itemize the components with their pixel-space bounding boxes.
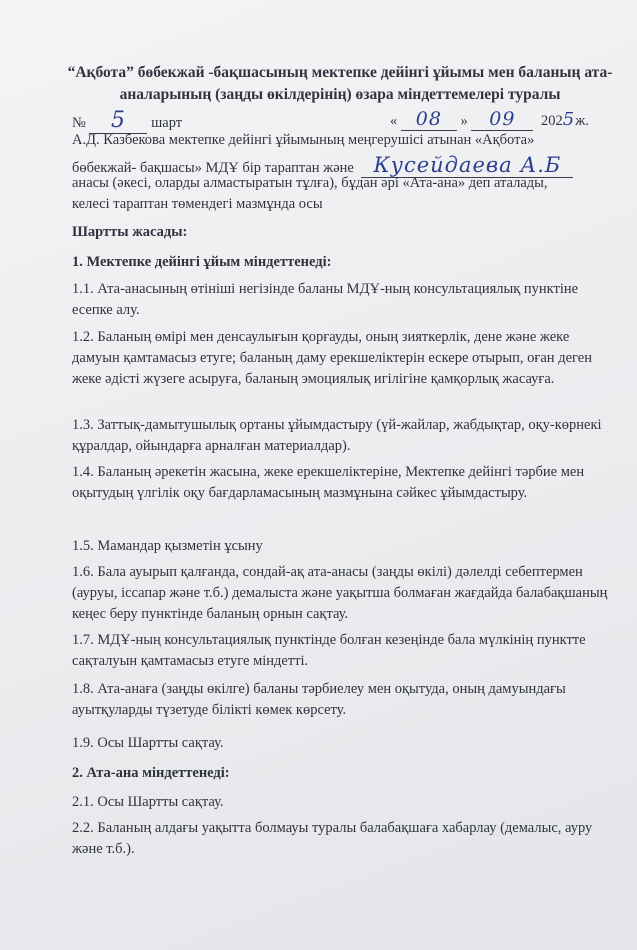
- date-year-handwritten: 5: [562, 109, 576, 130]
- section-1-item-8: 1.8. Ата-анаға (заңды өкілге) баланы тәрбиелеу мен оқытуда, оның дамуындағы ауытқуларды түзетуде білікті көмек көрсету.: [72, 681, 566, 718]
- parties-line-3: анасы (әкесі, оларды алмастыратын тұлға), бұдан әрі «Ата-ана» деп аталады,: [72, 175, 548, 191]
- date-month-field: [471, 108, 533, 131]
- date-day-field: [401, 108, 457, 131]
- section-1-item-9: 1.9. Осы Шартты сақтау.: [72, 735, 224, 751]
- contract-word: шарт: [151, 115, 183, 131]
- parent-name-handwritten: Кусейдаева А.Б: [373, 153, 562, 177]
- date-mid-quote: »: [460, 113, 468, 129]
- contract-number-field: [89, 108, 147, 134]
- section-1-item-7: 1.7. МДҰ-ның консультациялық пунктінде болған кезеңінде бала мүлкінің пунктте сақталуын қамтамасыз етуге міндетті.: [72, 632, 586, 669]
- section-2-heading: 2. Ата-ана міндеттенеді:: [72, 765, 230, 781]
- date-month: 09: [489, 108, 516, 130]
- parties-line-2-text: бөбекжай- бақшасы» МДҰ бір тараптан және: [72, 160, 354, 176]
- section-1-item-5: 1.5. Мамандар қызметін ұсыну: [72, 538, 263, 554]
- contract-date: [390, 108, 589, 131]
- contract-number-line: [72, 108, 182, 134]
- section-1-heading: 1. Мектепке дейінгі ұйым міндеттенеді:: [72, 254, 332, 270]
- section-1-item-4: 1.4. Баланың әрекетін жасына, жеке ерекшеліктеріне, Мектепке дейінгі тәрбие мен оқытудың үлгілік оқу бағдарламасының мазмұнына сәйкес ұйымдастыру.: [72, 464, 585, 501]
- date-day: 08: [415, 108, 442, 130]
- section-2-item-1: 2.1. Осы Шартты сақтау.: [72, 794, 224, 810]
- contract-number-label: №: [72, 115, 86, 131]
- section-1-item-1: 1.1. Ата-анасының өтініші негізінде баланы МДҰ-ның консультациялық пунктіне есепке алу.: [72, 281, 579, 318]
- contract-number-value: 5: [110, 108, 126, 133]
- section-1-item-6: 1.6. Бала ауырып қалғанда, сондай-ақ ата-анасы (заңды өкілі) дәлелді себептермен (ауруы, іссапар және т.б.) демалыста және уақытша болмаған жағдайда балабақшаның кеңес беру пунктінде баланың орнын сақтау.: [72, 564, 608, 622]
- section-2-item-2: 2.2. Баланың алдағы уақытта болмауы туралы балабақшаға хабарлау (демалыс, ауру және т.б.).: [72, 820, 593, 857]
- date-year-suffix: ж.: [575, 113, 589, 129]
- parties-line-1: А.Д. Казбекова мектепке дейінгі ұйымының меңгерушісі атынан «Ақбота»: [72, 132, 535, 148]
- date-year-prefix: 202: [541, 113, 563, 129]
- intro-heading: Шартты жасады:: [72, 224, 188, 240]
- date-open-quote: «: [390, 113, 398, 129]
- section-1-item-3: 1.3. Заттық-дамытушылық ортаны ұйымдастыру (үй-жайлар, жабдықтар, оқу-көрнекі құралдар, ойындарға арналған материалдар).: [72, 417, 602, 454]
- section-1-item-2: 1.2. Баланың өмірі мен денсаулығын қорғауды, оның зияткерлік, дене және жеке дамуын қамтамасыз етуге; баланың даму ерекшеліктерін ескере отырып, оған деген жеке әдісті жүзеге асыруға, баланың эмоциялық игілігіне қамқорлық жасауға.: [72, 329, 592, 387]
- parties-line-4: келесі тараптан төмендегі мазмұнда осы: [72, 196, 323, 212]
- document-title: “Ақбота” бөбекжай -бақшасының мектепке дейінгі ұйымы мен баланың ата- аналарының (заңды өкілдерінің) өзара міндеттемелері туралы: [67, 64, 613, 103]
